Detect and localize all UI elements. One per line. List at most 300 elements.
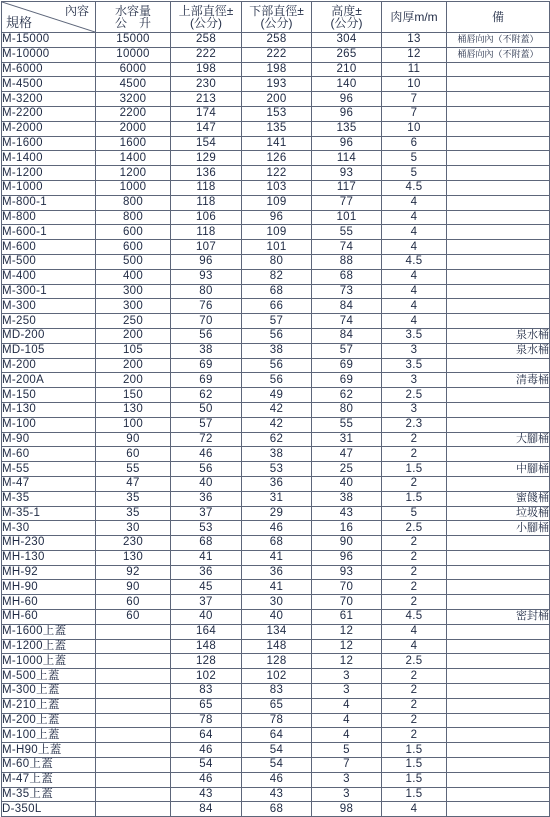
cell-height: 70 [312, 595, 382, 610]
cell-model: MH-60 [2, 610, 96, 625]
cell-thickness: 2 [382, 476, 447, 491]
cell-bottom-diameter: 68 [242, 284, 312, 299]
cell-top-diameter: 93 [171, 269, 242, 284]
header-top-diameter-line2: (公分) [190, 16, 222, 30]
cell-note [447, 225, 550, 240]
cell-model: M-600 [2, 240, 96, 255]
cell-capacity: 30 [96, 521, 171, 536]
cell-bottom-diameter: 122 [242, 166, 312, 181]
table-row [2, 77, 550, 92]
cell-note: 泉水桶 [447, 328, 550, 343]
cell-capacity: 47 [96, 476, 171, 491]
cell-note [447, 358, 550, 373]
cell-bottom-diameter: 109 [242, 195, 312, 210]
cell-model: MH-92 [2, 565, 96, 580]
table-row [2, 180, 550, 195]
cell-note [447, 639, 550, 654]
cell-bottom-diameter: 56 [242, 358, 312, 373]
cell-capacity: 15000 [96, 33, 171, 48]
cell-note: 小腳桶 [447, 521, 550, 536]
cell-capacity: 3200 [96, 92, 171, 107]
cell-height: 88 [312, 254, 382, 269]
cell-top-diameter: 258 [171, 33, 242, 48]
table-row [2, 654, 550, 669]
cell-height: 114 [312, 151, 382, 166]
cell-bottom-diameter: 101 [242, 240, 312, 255]
table-row [2, 328, 550, 343]
cell-top-diameter: 46 [171, 743, 242, 758]
cell-thickness: 1.5 [382, 772, 447, 787]
cell-bottom-diameter: 38 [242, 343, 312, 358]
cell-model: MH-90 [2, 580, 96, 595]
cell-capacity: 1000 [96, 180, 171, 195]
cell-model: M-100上蓋 [2, 728, 96, 743]
cell-bottom-diameter: 54 [242, 743, 312, 758]
cell-bottom-diameter: 41 [242, 580, 312, 595]
cell-model: M-6000 [2, 62, 96, 77]
cell-capacity: 600 [96, 240, 171, 255]
cell-thickness: 4 [382, 195, 447, 210]
header-spec-label: 規格 [6, 15, 33, 30]
cell-capacity: 92 [96, 565, 171, 580]
cell-height: 96 [312, 92, 382, 107]
cell-note [447, 728, 550, 743]
cell-note [447, 417, 550, 432]
table-row [2, 772, 550, 787]
cell-thickness: 2 [382, 536, 447, 551]
cell-model: MH-60 [2, 595, 96, 610]
cell-top-diameter: 102 [171, 669, 242, 684]
cell-top-diameter: 96 [171, 254, 242, 269]
table-body [2, 33, 550, 817]
cell-model: MH-230 [2, 536, 96, 551]
cell-model: M-4500 [2, 77, 96, 92]
cell-note [447, 180, 550, 195]
table-row [2, 684, 550, 699]
table-row [2, 787, 550, 802]
table-row [2, 802, 550, 817]
cell-height: 84 [312, 299, 382, 314]
header-capacity-line2: 公 升 [114, 16, 151, 30]
cell-thickness: 2.5 [382, 521, 447, 536]
cell-capacity: 2200 [96, 106, 171, 121]
cell-bottom-diameter: 42 [242, 402, 312, 417]
table-row [2, 476, 550, 491]
cell-thickness: 2 [382, 432, 447, 447]
header-bottom-diameter-line2: (公分) [260, 16, 293, 30]
cell-top-diameter: 78 [171, 713, 242, 728]
cell-thickness: 6 [382, 136, 447, 151]
cell-note [447, 743, 550, 758]
cell-model: MD-200 [2, 328, 96, 343]
table-row [2, 166, 550, 181]
cell-top-diameter: 222 [171, 47, 242, 62]
cell-height: 265 [312, 47, 382, 62]
cell-note [447, 240, 550, 255]
cell-top-diameter: 41 [171, 550, 242, 565]
table-row [2, 639, 550, 654]
cell-note: 蜜餞桶 [447, 491, 550, 506]
cell-height: 7 [312, 758, 382, 773]
cell-top-diameter: 68 [171, 536, 242, 551]
cell-bottom-diameter: 258 [242, 33, 312, 48]
cell-height: 210 [312, 62, 382, 77]
cell-bottom-diameter: 66 [242, 299, 312, 314]
cell-thickness: 10 [382, 121, 447, 136]
cell-capacity: 35 [96, 506, 171, 521]
cell-bottom-diameter: 135 [242, 121, 312, 136]
cell-thickness: 2.5 [382, 388, 447, 403]
cell-note [447, 447, 550, 462]
cell-capacity: 2000 [96, 121, 171, 136]
cell-bottom-diameter: 103 [242, 180, 312, 195]
table-row [2, 565, 550, 580]
cell-bottom-diameter: 54 [242, 758, 312, 773]
cell-note [447, 299, 550, 314]
cell-note [447, 758, 550, 773]
cell-thickness: 1.5 [382, 743, 447, 758]
cell-top-diameter: 36 [171, 491, 242, 506]
header-height-line2: (公分) [330, 16, 363, 30]
cell-bottom-diameter: 68 [242, 536, 312, 551]
cell-capacity: 60 [96, 610, 171, 625]
cell-capacity: 400 [96, 269, 171, 284]
cell-height: 16 [312, 521, 382, 536]
cell-thickness: 12 [382, 47, 447, 62]
cell-height: 69 [312, 358, 382, 373]
cell-thickness: 4 [382, 314, 447, 329]
cell-height: 84 [312, 328, 382, 343]
cell-bottom-diameter: 153 [242, 106, 312, 121]
cell-thickness: 1.5 [382, 787, 447, 802]
cell-bottom-diameter: 31 [242, 491, 312, 506]
cell-bottom-diameter: 64 [242, 728, 312, 743]
cell-height: 93 [312, 166, 382, 181]
cell-model: M-90 [2, 432, 96, 447]
cell-model: M-1400 [2, 151, 96, 166]
table-row [2, 521, 550, 536]
cell-model: M-400 [2, 269, 96, 284]
cell-note [447, 388, 550, 403]
cell-model: M-2200 [2, 106, 96, 121]
cell-height: 62 [312, 388, 382, 403]
cell-note [447, 595, 550, 610]
cell-top-diameter: 45 [171, 580, 242, 595]
cell-thickness: 4.5 [382, 610, 447, 625]
cell-bottom-diameter: 30 [242, 595, 312, 610]
cell-note: 垃圾桶 [447, 506, 550, 521]
cell-capacity [96, 772, 171, 787]
table-row [2, 402, 550, 417]
cell-top-diameter: 50 [171, 402, 242, 417]
cell-model: M-1000 [2, 180, 96, 195]
cell-capacity: 200 [96, 358, 171, 373]
cell-top-diameter: 72 [171, 432, 242, 447]
cell-note [447, 787, 550, 802]
cell-top-diameter: 83 [171, 684, 242, 699]
cell-thickness: 4 [382, 802, 447, 817]
header-bottom-diameter-line1: 下部直徑± [249, 4, 304, 18]
cell-note [447, 550, 550, 565]
cell-capacity: 1600 [96, 136, 171, 151]
cell-note [447, 476, 550, 491]
table-row [2, 47, 550, 62]
cell-note [447, 62, 550, 77]
cell-capacity [96, 639, 171, 654]
cell-top-diameter: 46 [171, 447, 242, 462]
cell-note [447, 254, 550, 269]
cell-model: M-130 [2, 402, 96, 417]
cell-capacity [96, 787, 171, 802]
table-row [2, 92, 550, 107]
table-row [2, 373, 550, 388]
cell-top-diameter: 128 [171, 654, 242, 669]
cell-bottom-diameter: 78 [242, 713, 312, 728]
cell-capacity: 500 [96, 254, 171, 269]
cell-model: MD-105 [2, 343, 96, 358]
cell-note [447, 195, 550, 210]
cell-note [447, 698, 550, 713]
cell-thickness: 1.5 [382, 758, 447, 773]
cell-top-diameter: 54 [171, 758, 242, 773]
cell-top-diameter: 69 [171, 358, 242, 373]
cell-top-diameter: 154 [171, 136, 242, 151]
cell-height: 61 [312, 610, 382, 625]
cell-thickness: 7 [382, 92, 447, 107]
table-row [2, 713, 550, 728]
cell-model: M-250 [2, 314, 96, 329]
cell-model: M-55 [2, 462, 96, 477]
table-row [2, 33, 550, 48]
cell-thickness: 4 [382, 639, 447, 654]
cell-height: 304 [312, 33, 382, 48]
cell-capacity [96, 758, 171, 773]
cell-capacity: 90 [96, 432, 171, 447]
cell-thickness: 4 [382, 210, 447, 225]
cell-bottom-diameter: 193 [242, 77, 312, 92]
cell-top-diameter: 118 [171, 225, 242, 240]
cell-top-diameter: 37 [171, 506, 242, 521]
cell-bottom-diameter: 128 [242, 654, 312, 669]
cell-top-diameter: 118 [171, 195, 242, 210]
cell-model: M-60 [2, 447, 96, 462]
cell-height: 96 [312, 106, 382, 121]
cell-capacity: 6000 [96, 62, 171, 77]
cell-capacity: 1200 [96, 166, 171, 181]
cell-bottom-diameter: 68 [242, 802, 312, 817]
cell-model: MH-130 [2, 550, 96, 565]
header-content-label: 內容 [64, 4, 89, 18]
cell-capacity: 60 [96, 447, 171, 462]
cell-note [447, 166, 550, 181]
cell-capacity: 1400 [96, 151, 171, 166]
cell-note: 大腳桶 [447, 432, 550, 447]
cell-thickness: 2 [382, 447, 447, 462]
table-row [2, 624, 550, 639]
cell-top-diameter: 174 [171, 106, 242, 121]
cell-thickness: 5 [382, 151, 447, 166]
table-row [2, 388, 550, 403]
table-row [2, 610, 550, 625]
table-row [2, 151, 550, 166]
cell-bottom-diameter: 82 [242, 269, 312, 284]
cell-capacity: 10000 [96, 47, 171, 62]
cell-note [447, 314, 550, 329]
cell-thickness: 11 [382, 62, 447, 77]
table-row [2, 491, 550, 506]
cell-height: 68 [312, 269, 382, 284]
table-row [2, 417, 550, 432]
header-height [312, 2, 382, 33]
header-height-line1: 高度± [331, 4, 362, 18]
table-row [2, 225, 550, 240]
cell-capacity: 150 [96, 388, 171, 403]
cell-height: 25 [312, 462, 382, 477]
cell-bottom-diameter: 148 [242, 639, 312, 654]
cell-capacity [96, 624, 171, 639]
header-bottom-diameter [242, 2, 312, 33]
cell-bottom-diameter: 102 [242, 669, 312, 684]
cell-bottom-diameter: 200 [242, 92, 312, 107]
cell-model: M-30 [2, 521, 96, 536]
cell-height: 3 [312, 772, 382, 787]
cell-height: 4 [312, 713, 382, 728]
cell-capacity [96, 743, 171, 758]
table-row [2, 254, 550, 269]
cell-height: 55 [312, 417, 382, 432]
cell-capacity: 100 [96, 417, 171, 432]
cell-model: M-150 [2, 388, 96, 403]
cell-capacity [96, 698, 171, 713]
cell-height: 47 [312, 447, 382, 462]
table-row [2, 743, 550, 758]
cell-thickness: 4.5 [382, 254, 447, 269]
cell-capacity: 300 [96, 299, 171, 314]
table-row [2, 106, 550, 121]
cell-top-diameter: 84 [171, 802, 242, 817]
table-row [2, 210, 550, 225]
cell-note: 桶唇向內（不附蓋） [447, 47, 550, 62]
cell-note [447, 669, 550, 684]
cell-height: 117 [312, 180, 382, 195]
cell-top-diameter: 65 [171, 698, 242, 713]
cell-top-diameter: 198 [171, 62, 242, 77]
cell-model: M-200A [2, 373, 96, 388]
cell-bottom-diameter: 36 [242, 476, 312, 491]
cell-capacity: 250 [96, 314, 171, 329]
cell-height: 135 [312, 121, 382, 136]
table-row [2, 121, 550, 136]
cell-top-diameter: 46 [171, 772, 242, 787]
cell-height: 57 [312, 343, 382, 358]
cell-thickness: 3.5 [382, 328, 447, 343]
cell-height: 4 [312, 728, 382, 743]
cell-height: 140 [312, 77, 382, 92]
cell-top-diameter: 56 [171, 462, 242, 477]
cell-height: 31 [312, 432, 382, 447]
table-row [2, 536, 550, 551]
cell-top-diameter: 43 [171, 787, 242, 802]
cell-capacity: 90 [96, 580, 171, 595]
cell-height: 90 [312, 536, 382, 551]
cell-height: 93 [312, 565, 382, 580]
cell-thickness: 4 [382, 299, 447, 314]
cell-model: M-1600上蓋 [2, 624, 96, 639]
cell-top-diameter: 56 [171, 328, 242, 343]
table-row [2, 447, 550, 462]
cell-height: 96 [312, 136, 382, 151]
cell-thickness: 3 [382, 402, 447, 417]
cell-model: M-3200 [2, 92, 96, 107]
cell-note: 清毒桶 [447, 373, 550, 388]
cell-note [447, 210, 550, 225]
cell-thickness: 5 [382, 166, 447, 181]
cell-bottom-diameter: 222 [242, 47, 312, 62]
cell-capacity: 60 [96, 595, 171, 610]
cell-height: 43 [312, 506, 382, 521]
cell-capacity: 4500 [96, 77, 171, 92]
cell-thickness: 2 [382, 698, 447, 713]
cell-model: M-210上蓋 [2, 698, 96, 713]
cell-model: M-1000上蓋 [2, 654, 96, 669]
table-row [2, 269, 550, 284]
cell-top-diameter: 148 [171, 639, 242, 654]
table-row [2, 432, 550, 447]
cell-capacity: 130 [96, 402, 171, 417]
table-row [2, 240, 550, 255]
cell-capacity: 230 [96, 536, 171, 551]
cell-capacity [96, 654, 171, 669]
cell-top-diameter: 62 [171, 388, 242, 403]
cell-height: 96 [312, 550, 382, 565]
cell-bottom-diameter: 198 [242, 62, 312, 77]
cell-bottom-diameter: 126 [242, 151, 312, 166]
cell-thickness: 2.3 [382, 417, 447, 432]
cell-thickness: 4 [382, 225, 447, 240]
cell-bottom-diameter: 56 [242, 373, 312, 388]
cell-top-diameter: 107 [171, 240, 242, 255]
cell-bottom-diameter: 46 [242, 772, 312, 787]
table-row [2, 343, 550, 358]
cell-top-diameter: 230 [171, 77, 242, 92]
cell-model: M-2000 [2, 121, 96, 136]
cell-capacity: 200 [96, 328, 171, 343]
cell-bottom-diameter: 49 [242, 388, 312, 403]
cell-bottom-diameter: 134 [242, 624, 312, 639]
table-row [2, 758, 550, 773]
cell-thickness: 13 [382, 33, 447, 48]
cell-thickness: 2 [382, 580, 447, 595]
cell-capacity: 35 [96, 491, 171, 506]
cell-bottom-diameter: 43 [242, 787, 312, 802]
cell-model: M-1600 [2, 136, 96, 151]
table-row [2, 136, 550, 151]
cell-model: M-200上蓋 [2, 713, 96, 728]
cell-note: 泉水桶 [447, 343, 550, 358]
cell-bottom-diameter: 109 [242, 225, 312, 240]
cell-top-diameter: 36 [171, 565, 242, 580]
cell-top-diameter: 136 [171, 166, 242, 181]
header-capacity [96, 2, 171, 33]
cell-note [447, 802, 550, 817]
cell-capacity [96, 728, 171, 743]
cell-top-diameter: 38 [171, 343, 242, 358]
cell-note: 密封桶 [447, 610, 550, 625]
cell-thickness: 2 [382, 550, 447, 565]
cell-height: 55 [312, 225, 382, 240]
cell-capacity [96, 713, 171, 728]
cell-top-diameter: 64 [171, 728, 242, 743]
